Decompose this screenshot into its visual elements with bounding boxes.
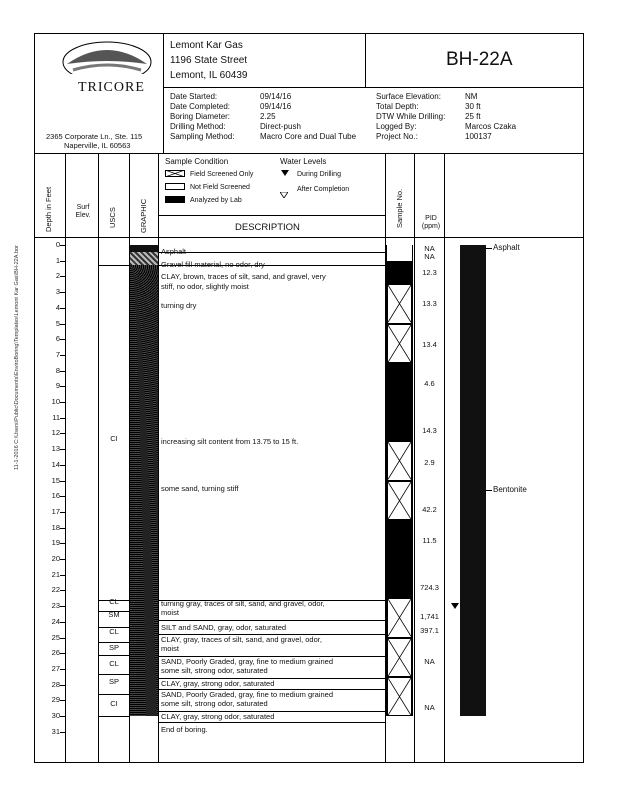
pid-value: 14.3 [422, 426, 437, 436]
description-text: CLAY, gray, traces of silt, sand, and gravel, odor, [161, 635, 322, 645]
depth-tick-label: 9 [55, 381, 60, 391]
description-text: moist [161, 644, 179, 654]
logo-name: TRICORE [78, 80, 145, 95]
site-line-1: Lemont Kar Gas [170, 40, 243, 51]
depth-tick-label: 2 [55, 271, 60, 281]
water-level-marker [451, 603, 459, 609]
depth-tick-label: 15 [51, 475, 60, 485]
depth-tick-label: 12 [51, 428, 60, 438]
depth-tick [60, 638, 65, 639]
depth-tick [60, 386, 65, 387]
pid-value: 2.9 [424, 457, 435, 467]
graphic-soil [130, 265, 158, 716]
depth-tick [60, 449, 65, 450]
graphic-asphalt [130, 245, 158, 252]
pid-value: NA [424, 702, 435, 712]
depth-tick [60, 512, 65, 513]
meta-value: 09/14/16 [260, 102, 292, 111]
uscs-code: CI [110, 699, 118, 709]
well-bentonite [460, 251, 486, 716]
depth-tick [60, 245, 65, 246]
uscs-boundary [99, 655, 129, 656]
description-text: turning dry [161, 300, 197, 310]
graphic-gravel [130, 252, 158, 265]
depth-tick [60, 339, 65, 340]
depth-tick-label: 30 [51, 711, 60, 720]
meta-right-label: Total Depth: [376, 102, 419, 111]
uscs-code: SM [108, 609, 120, 619]
meta-label: Boring Diameter: [170, 112, 231, 121]
depth-tick [60, 355, 65, 356]
surf-header: Surf Elev. [75, 204, 91, 219]
uscs-boundary [99, 716, 129, 717]
logo-address-2: Naperville, IL 60563 [64, 141, 131, 150]
pid-value: 11.5 [422, 536, 437, 546]
depth-tick [60, 292, 65, 293]
depth-tick [60, 465, 65, 466]
sample-column-edge [386, 245, 387, 716]
meta-label: Date Completed: [170, 102, 231, 111]
site-line-3: Lemont, IL 60439 [170, 70, 248, 81]
graphic-header: GRAPHIC [139, 198, 148, 233]
water-levels-title: Water Levels [280, 157, 327, 166]
description-header: DESCRIPTION [235, 222, 300, 233]
meta-value: Direct-push [260, 122, 301, 131]
sample-lab [387, 363, 412, 442]
well-label-leader [486, 248, 492, 249]
description-text: turning gray, traces of silt, sand, and gravel, odor, [161, 598, 325, 608]
depth-tick [60, 653, 65, 654]
sample-lab [387, 261, 412, 285]
during-drilling-icon [281, 170, 289, 176]
depth-tick [60, 732, 65, 733]
depth-tick [60, 622, 65, 623]
depth-tick-label: 21 [51, 569, 60, 579]
description-text: stiff, no odor, slightly moist [161, 281, 249, 291]
depth-tick-label: 8 [55, 365, 60, 375]
legend-item: After Completion [297, 186, 350, 193]
legend-item: Not Field Screened [190, 184, 250, 191]
legend-item: Field Screened Only [190, 171, 254, 178]
depth-tick [60, 606, 65, 607]
description-text: some silt, strong odor, saturated [161, 699, 268, 709]
depth-tick-label: 27 [51, 663, 60, 673]
lab-swatch [165, 196, 185, 203]
pid-value: 13.3 [422, 299, 437, 309]
description-text: some sand, turning stiff [161, 484, 239, 494]
depth-tick [60, 669, 65, 670]
description-boundary [158, 722, 385, 723]
depth-tick-label: 7 [55, 349, 60, 359]
depth-tick [60, 308, 65, 309]
description-text: SAND, Poorly Graded, gray, fine to medium grained [161, 690, 334, 700]
meta-value: Macro Core and Dual Tube [260, 132, 357, 141]
depth-tick-label: 24 [51, 616, 60, 626]
boring-id: BH-22A [446, 49, 513, 70]
meta-right-value: Marcos Czaka [465, 122, 517, 131]
meta-label: Drilling Method: [170, 122, 226, 131]
sample-field-screened [387, 677, 412, 716]
meta-right-value: 25 ft [465, 112, 481, 121]
well-label: Bentonite [493, 484, 527, 494]
depth-tick-label: 18 [51, 522, 60, 532]
meta-right-label: Project No.: [376, 132, 418, 141]
sample-field-screened [387, 481, 412, 520]
description-text: End of boring. [161, 724, 208, 734]
uscs-boundary [99, 265, 129, 266]
depth-tick-label: 19 [51, 538, 60, 548]
site-line-2: 1196 State Street [170, 55, 248, 66]
depth-tick-label: 23 [51, 601, 60, 611]
pid-value: 13.4 [422, 339, 437, 349]
uscs-code: CI [110, 434, 118, 444]
sample-field-screened [387, 324, 412, 363]
sample-field-screened [387, 598, 412, 637]
depth-tick [60, 261, 65, 262]
meta-right-value: 30 ft [465, 102, 481, 111]
depth-tick-label: 6 [55, 334, 60, 344]
depth-tick-label: 5 [55, 318, 60, 328]
pid-value: NA [424, 244, 435, 254]
uscs-code: SP [108, 677, 119, 687]
logo-address-1: 2365 Corporate Ln., Ste. 115 [46, 132, 143, 141]
pid-value: NA [424, 657, 435, 667]
depth-tick-label: 14 [51, 459, 60, 469]
depth-tick-label: 3 [55, 287, 60, 297]
description-text: moist [161, 608, 179, 618]
description-text: CLAY, gray, strong odor, saturated [161, 679, 275, 689]
depth-tick-label: 10 [51, 397, 60, 406]
depth-tick-label: 4 [55, 302, 60, 312]
depth-tick [60, 528, 65, 529]
well-label: Asphalt [493, 243, 520, 253]
depth-tick [60, 418, 65, 419]
uscs-header: USCS [108, 207, 117, 228]
depth-tick-label: 29 [51, 695, 60, 705]
depth-tick [60, 716, 65, 717]
depth-header: Depth in Feet [44, 186, 53, 232]
depth-tick-label: 20 [51, 554, 60, 563]
description-text: Gravel fill material, no odor, dry [161, 259, 265, 269]
sample-field-screened [387, 441, 412, 480]
sample-lab [387, 520, 412, 599]
meta-label: Date Started: [170, 92, 218, 101]
pid-value: 1,741 [420, 611, 439, 621]
meta-right-label: DTW While Drilling: [376, 112, 446, 121]
description-text: SILT and SAND, gray, odor, saturated [161, 622, 287, 632]
field-screened-swatch [165, 170, 185, 177]
depth-tick [60, 496, 65, 497]
uscs-code: CL [109, 627, 119, 637]
depth-tick-label: 25 [51, 632, 60, 642]
pid-value: NA [424, 251, 435, 261]
depth-tick-label: 31 [51, 726, 60, 736]
depth-tick [60, 276, 65, 277]
depth-tick [60, 590, 65, 591]
pid-value: 42.2 [422, 504, 437, 514]
sample-condition-title: Sample Condition [165, 157, 229, 166]
description-text: increasing silt content from 13.75 to 15 ft. [161, 437, 299, 447]
depth-tick [60, 543, 65, 544]
meta-value: 09/14/16 [260, 92, 292, 101]
meta-right-label: Logged By: [376, 122, 417, 131]
uscs-boundary [99, 674, 129, 675]
pid-value: 397.1 [420, 625, 439, 635]
legend-item: Analyzed by Lab [190, 197, 242, 204]
pid-value: 4.6 [424, 379, 435, 389]
depth-tick-label: 28 [51, 679, 60, 689]
description-text: Asphalt [161, 247, 187, 257]
pid-value: 724.3 [420, 583, 439, 593]
depth-tick-label: 22 [51, 585, 60, 595]
meta-value: 2.25 [260, 112, 276, 121]
uscs-code: SP [108, 642, 119, 652]
depth-tick [60, 559, 65, 560]
description-boundary [158, 620, 385, 621]
depth-tick-label: 1 [55, 255, 60, 265]
sample-field-screened [387, 638, 412, 677]
depth-tick [60, 575, 65, 576]
depth-tick-label: 11 [52, 412, 60, 422]
depth-tick-label: 0 [55, 240, 60, 249]
depth-tick [60, 481, 65, 482]
depth-tick [60, 371, 65, 372]
depth-tick [60, 324, 65, 325]
description-text: CLAY, brown, traces of silt, sand, and gravel, very [161, 272, 326, 282]
uscs-code: CL [109, 597, 119, 607]
depth-tick-label: 13 [51, 444, 60, 454]
description-text: SAND, Poorly Graded, gray, fine to medium grained [161, 657, 334, 667]
sample-field-screened [387, 284, 412, 323]
meta-right-value: 100137 [465, 132, 492, 141]
well-label-leader [486, 490, 492, 491]
meta-label: Sampling Method: [170, 132, 235, 141]
depth-tick-label: 17 [51, 506, 60, 516]
uscs-code: CL [109, 658, 119, 668]
depth-tick [60, 402, 65, 403]
legend-item: During Drilling [297, 171, 341, 178]
not-screened-swatch [165, 183, 185, 190]
meta-right-label: Surface Elevation: [376, 92, 441, 101]
description-text: CLAY, gray, strong odor, saturated [161, 712, 275, 721]
pid-value: 12.3 [422, 267, 437, 277]
pid-header: PID (ppm) [421, 215, 441, 230]
depth-tick-label: 16 [51, 491, 60, 501]
after-completion-icon [280, 185, 288, 191]
depth-tick [60, 685, 65, 686]
description-text: some silt, strong odor, saturated [161, 666, 268, 676]
depth-tick [60, 700, 65, 701]
depth-tick-label: 26 [51, 648, 60, 658]
depth-tick [60, 433, 65, 434]
sample-column-edge [412, 245, 413, 716]
footer-path: 11-1-2016 C:\Users\Public\Documents\EnviroBoring\Templates\Lemont Kar Gas\BH-22A.bor [14, 245, 20, 470]
description-boundary [158, 252, 385, 253]
sample-header: Sample No. [395, 188, 404, 228]
uscs-boundary [99, 694, 129, 695]
meta-right-value: NM [465, 92, 478, 101]
